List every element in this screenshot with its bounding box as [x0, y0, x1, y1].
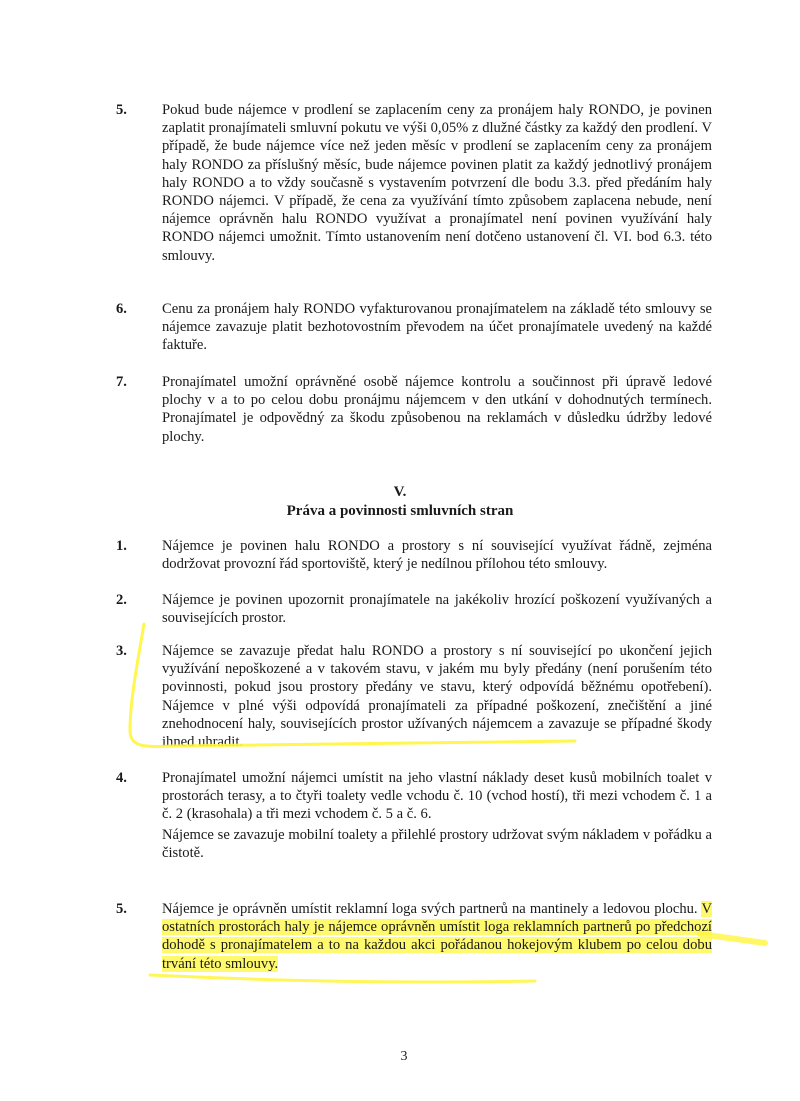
clause-number: 3. [116, 643, 127, 659]
clause-text [162, 537, 712, 573]
clause-number: 4. [116, 770, 127, 786]
highlighter-underline-mark [150, 975, 535, 982]
clause-text [162, 900, 712, 973]
highlighted-text: V ostatních prostorách haly je nájemce oprávněn umístit loga reklamních partnerů po předchozí dohodě s pronajímatelem a to na každou akci pořádanou hokejovým klubem po celou dobu trvání této smlouvy. [162, 901, 712, 972]
clause-paragraph: Nájemce je povinen halu RONDO a prostory s ní související využívat řádně, zejména dodržovat provozní řád sportoviště, který je nedílnou přílohou této smlouvy. [162, 538, 712, 573]
clause-number: 1. [116, 538, 127, 554]
clause-paragraph: Pokud bude nájemce v prodlení se zaplacením ceny za pronájem haly RONDO, je povinen zaplatit pronajímateli smluvní pokutu ve výši 0,05% z dlužné částky za každý den prodlení. V případě, že bude nájemce více než jeden měsíc v prodlení se zaplacením ceny za pronájem haly RONDO za příslušný měsíc, bude nájemce povinen platit za každý jednotlivý pronájem haly RONDO a to vždy současně s vystavením potvrzení dle bodu 3.3. před předáním haly RONDO nájemci. V případě, že cena za využívání tímto způsobem zaplacena nebude, není nájemce oprávněn halu RONDO využívat a pronajímatel není povinen využívání haly RONDO nájemci umožnit. Tímto ustanovením není dotčeno ustanovení čl. VI. bod 6.3. této smlouvy. [162, 102, 712, 264]
section-title: Práva a povinnosti smluvních stran [286, 503, 514, 519]
clause-text [162, 591, 712, 627]
clause-paragraph [162, 900, 712, 973]
clause-number: 7. [116, 374, 127, 390]
clause-paragraph: Cenu za pronájem haly RONDO vyfakturovanou pronajímatelem na základě této smlouvy se nájemce zavazuje platit bezhotovostním převodem na účet pronajímatele uvedený na každé faktuře. [162, 301, 712, 354]
clause-paragraph-2: Nájemce se zavazuje mobilní toalety a přilehlé prostory udržovat svým nákladem v pořádku a čistotě. [162, 826, 712, 861]
clause-number: 6. [116, 301, 127, 317]
clause-number: 5. [116, 901, 127, 917]
clause-text-plain: Nájemce je oprávněn umístit reklamní loga svých partnerů na mantinely a ledovou plochu. [162, 901, 702, 917]
clause-text [162, 373, 712, 446]
section-number: V. [393, 484, 407, 500]
clause-text [162, 300, 712, 355]
clause-text [162, 769, 712, 862]
clause-number: 2. [116, 592, 127, 608]
page-number: 3 [400, 1049, 408, 1064]
clause-number: 5. [116, 102, 127, 118]
clause-paragraph: Nájemce je povinen upozornit pronajímatele na jakékoliv hrozící poškození využívaných a souvisejících prostor. [162, 592, 712, 627]
clause-text [162, 642, 712, 751]
clause-text [162, 101, 712, 265]
clause-paragraph: Pronajímatel umožní oprávněné osobě nájemce kontrolu a součinnost při úpravě ledové plochy v a to po celou dobu pronájmu nájemcem v den utkání v dohodnutých termínech. Pronajímatel je odpovědný za škodu způsobenou na reklamách v důsledku údržby ledové plochy. [162, 374, 712, 445]
clause-paragraph: Nájemce se zavazuje předat halu RONDO a prostory s ní související po ukončení jejich využívání nepoškozené a v takovém stavu, v jakém mu byly předány (není porušením této povinnosti, pokud jsou prostory předány ve stavu, který odpovídá běžnému opotřebení). Nájemce v plné výši odpovídá pronajímateli za případné poškození, znečištění a jiné znehodnocení haly, souvisejících prostor užívaných nájemcem a zavazuje se případné škody ihned uhradit. [162, 643, 712, 751]
clause-paragraph: Pronajímatel umožní nájemci umístit na jeho vlastní náklady deset kusů mobilních toalet v prostorách terasy, a to čtyři toalety vedle vchodu č. 10 (vchod hostí), tři mezi vchodem č. 1 a č. 2 (krasohala) a tři mezi vchodem č. 5 a č. 6. [162, 770, 712, 823]
